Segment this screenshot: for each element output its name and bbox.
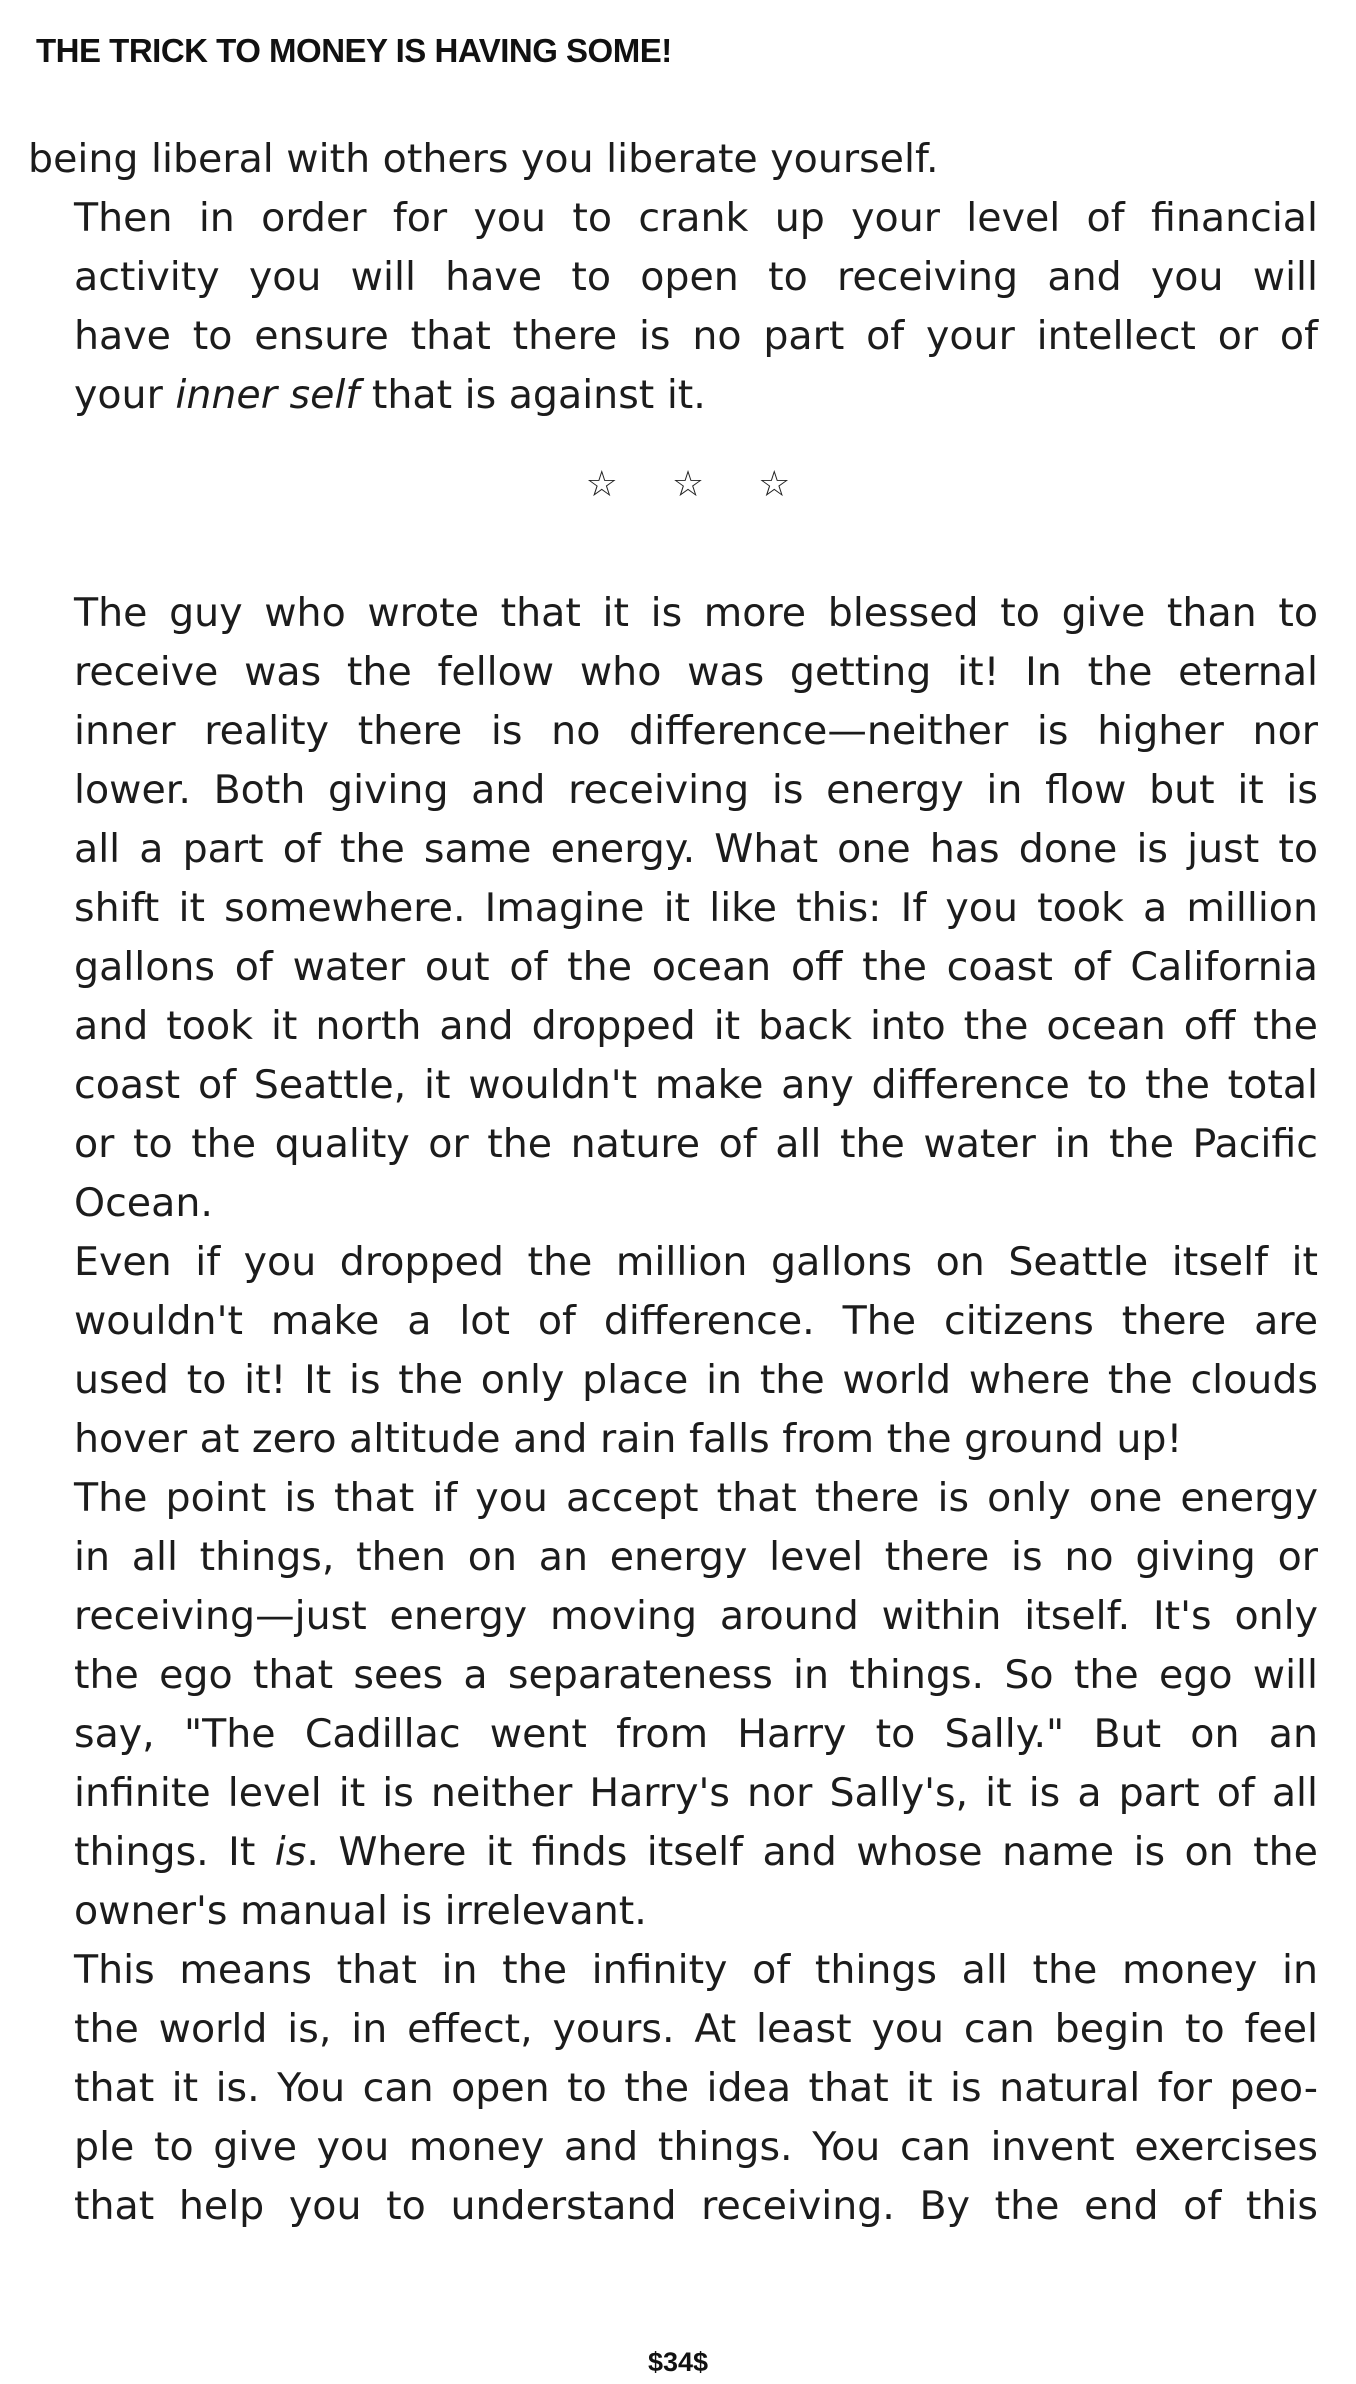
text-line: that it is. You can open to the idea that it is natural for peo-	[74, 2065, 1318, 2111]
text-line: The point is that if you accept that there is only one energy	[74, 1475, 1318, 1521]
italic-phrase: inner self	[175, 372, 360, 418]
text-line: that help you to understand receiving. By the end of this	[74, 2183, 1318, 2229]
star-icon: ☆	[585, 463, 618, 505]
text-line: the world is, in effect, yours. At least you can begin to feel	[74, 2006, 1318, 2052]
text-line: your inner self that is against it.	[74, 372, 706, 418]
text-line: the ego that sees a separateness in things. So the ego will	[74, 1652, 1318, 1698]
text-line: things. It is. Where it finds itself and whose name is on the	[74, 1829, 1318, 1875]
text-line: activity you will have to open to receiving and you will	[74, 254, 1318, 300]
section-break-ornament	[28, 425, 1318, 543]
text-line: The guy who wrote that it is more blessed to give than to	[74, 590, 1318, 636]
text-line: Ocean.	[74, 1180, 213, 1226]
text-line: lower. Both giving and receiving is energy in flow but it is	[74, 767, 1318, 813]
body-text	[28, 130, 1318, 2236]
italic-phrase: is	[274, 1829, 307, 1875]
text-line: or to the quality or the nature of all the water in the Pacific	[74, 1121, 1318, 1167]
text-line: hover at zero altitude and rain falls from the ground up!	[74, 1416, 1183, 1462]
paragraph-p1	[28, 130, 1318, 189]
text-line: used to it! It is the only place in the world where the clouds	[74, 1357, 1318, 1403]
paragraph-p4	[28, 1233, 1318, 1469]
page-number: $34$	[647, 2347, 709, 2377]
star-icon: ☆	[758, 463, 791, 505]
paragraphs-before-ornament	[28, 130, 1318, 425]
text-line: receive was the fellow who was getting it! In the eternal	[74, 649, 1318, 695]
text-line: inner reality there is no difference—neither is higher nor	[74, 708, 1318, 754]
paragraphs-after-ornament	[28, 584, 1318, 2236]
text-line: have to ensure that there is no part of your intellect or of	[74, 313, 1318, 359]
text-line: gallons of water out of the ocean off the coast of California	[74, 944, 1318, 990]
running-head: THE TRICK TO MONEY IS HAVING SOME!	[36, 32, 672, 69]
text-line: infinite level it is neither Harry's nor Sally's, it is a part of all	[74, 1770, 1318, 1816]
text-line: owner's manual is irrelevant.	[74, 1888, 647, 1934]
text-line: ple to give you money and things. You can invent exercises	[74, 2124, 1318, 2170]
text-line: all a part of the same energy. What one has done is just to	[74, 826, 1318, 872]
text-line: being liberal with others you liberate yourself.	[28, 136, 939, 182]
text-line: Then in order for you to crank up your level of financial	[74, 195, 1318, 241]
paragraph-p3	[28, 584, 1318, 1233]
paragraph-p5	[28, 1469, 1318, 1941]
star-icon: ☆	[671, 463, 705, 505]
text-line: This means that in the infinity of things all the money in	[74, 1947, 1318, 1993]
paragraph-p2	[28, 189, 1318, 425]
text-line: receiving—just energy moving around within itself. It's only	[74, 1593, 1318, 1639]
text-line: Even if you dropped the million gallons on Seattle itself it	[74, 1239, 1318, 1285]
paragraph-p6	[28, 1941, 1318, 2236]
section-gap	[28, 543, 1318, 584]
text-line: coast of Seattle, it wouldn't make any difference to the total	[74, 1062, 1318, 1108]
text-line: wouldn't make a lot of difference. The citizens there are	[74, 1298, 1318, 1344]
text-line: say, "The Cadillac went from Harry to Sally." But on an	[74, 1711, 1318, 1757]
text-line: shift it somewhere. Imagine it like this: If you took a million	[74, 885, 1318, 931]
text-line: and took it north and dropped it back into the ocean off the	[74, 1003, 1318, 1049]
text-line: in all things, then on an energy level there is no giving or	[74, 1534, 1318, 1580]
